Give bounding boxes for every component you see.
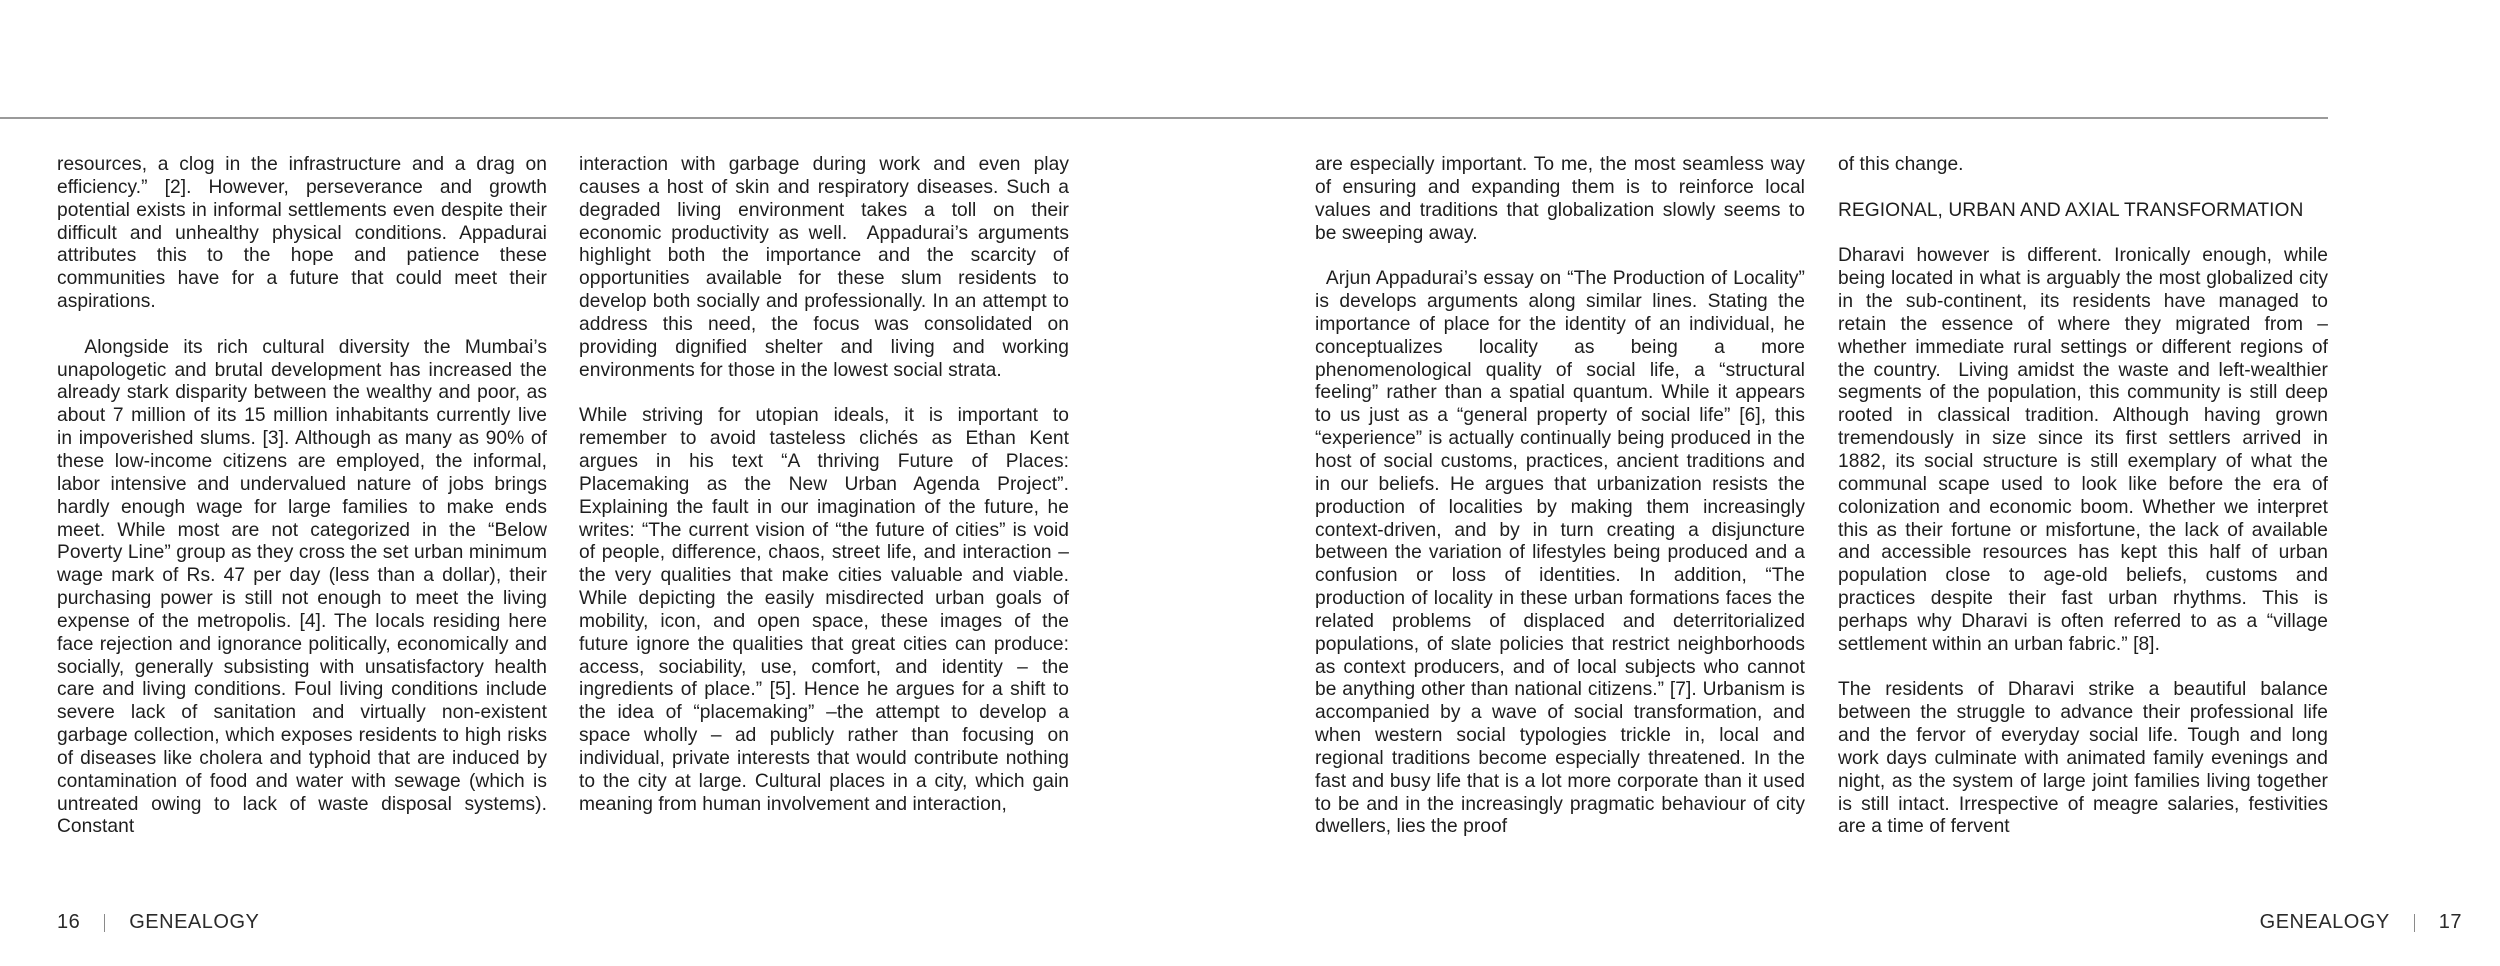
- paragraph: The residents of Dharavi strike a beautiful balance between the struggle to advance their professional life and the fervor of everyday social life. Tough and long work days culminate with animated family evenings and night, as the system of large joint families living together is still intact. Irrespective of meagre salaries, festivities are a time of fervent: [1838, 679, 2328, 838]
- right-page-column-1: [1315, 154, 1805, 862]
- paragraph: Arjun Appadurai’s essay on “The Production of Locality” is develops arguments along similar lines. Stating the importance of place for the identity of an individual, he conceptualizes locality as being a more phenomenological quality of social life, a “structural feeling” rather than a spatial quantum. While it appears to us just as a “general property of social life” [6], this “experience” is actually continually being produced in the host of social customs, practices, ancient traditions and in our beliefs. He argues that urbanization resists the production of localities by making them increasingly context-driven, and by in turn creating a disjuncture between the variation of lifestyles being produced and a confusion or loss of identities. In addition, “The production of locality in these urban formations faces the related problems of displaced and deterritorialized populations, of slate policies that restrict neighborhoods as context producers, and of local subjects who cannot be anything other than national citizens.” [7]. Urbanism is accompanied by a wave of social transformation, and when western social typologies trickle in, local and regional traditions become especially threatened. In the fast and busy life that is a lot more corporate than it used to be and in the increasingly pragmatic behaviour of city dwellers, lies the proof: [1315, 268, 1805, 838]
- page-number: 16: [57, 911, 81, 933]
- footer-divider: [104, 914, 105, 932]
- section-heading: REGIONAL, URBAN AND AXIAL TRANSFORMATION: [1838, 199, 2304, 221]
- paragraph: resources, a clog in the infrastructure and a drag on efficiency.” [2]. However, perseverance and growth potential exists in informal settlements even despite their difficult and unhealthy physical conditions. Appadurai attributes this to the hope and patience these communities have for a future that could meet their aspirations.: [57, 154, 547, 313]
- paragraph: While striving for utopian ideals, it is important to remember to avoid tasteless clichés as Ethan Kent argues in his text “A thriving Future of Places: Placemaking as the New Urban Agenda Project”. Explaining the fault in our imagination of the future, he writes: “The current vision of “the future of cities” is void of people, difference, chaos, street life, and interaction – the very qualities that make cities valuable and viable. While depicting the easily misdirected urban goals of mobility, icon, and open space, these images of the future ignore the qualities that great cities can produce: access, sociability, use, comfort, and identity – the ingredients of place.” [5]. Hence he argues for a shift to the idea of “placemaking” –the attempt to develop a space wholly – ad publicly rather than focusing on individual, private interests that would contribute nothing to the city at large. Cultural places in a city, which gain meaning from human involvement and interaction,: [579, 405, 1069, 815]
- footer-divider: [2414, 914, 2415, 932]
- page-number: 17: [2438, 911, 2462, 933]
- paragraph: Alongside its rich cultural diversity the Mumbai’s unapologetic and brutal development has increased the already stark disparity between the wealthy and poor, as about 7 million of its 15 million inhabitants currently live in impoverished slums. [3]. Although as many as 90% of these low-income citizens are employed, the informal, labor intensive and undervalued nature of jobs brings hardly enough wage for large families to make ends meet. While most are not categorized in the “Below Poverty Line” group as they cross the set urban minimum wage mark of Rs. 47 per day (less than a dollar), their purchasing power is still not enough to meet the living expense of the metropolis. [4]. The locals residing here face rejection and ignorance politically, economically and socially, generally subsisting with unsatisfactory health care and living conditions. Foul living conditions include severe lack of sanitation and virtually non-existent garbage collection, which exposes residents to high risks of diseases like cholera and typhoid that are induced by contamination of food and water with sewage (which is untreated owing to lack of waste disposal systems). Constant: [57, 336, 547, 838]
- paragraph: interaction with garbage during work and even play causes a host of skin and respiratory diseases. Such a degraded living environment takes a toll on their economic productivity as well. Appadurai’s arguments highlight both the importance and the scarcity of opportunities available for these slum residents to develop both socially and professionally. In an attempt to address this need, the focus was consolidated on providing dignified shelter and living and working environments for those in the lowest social strata.: [579, 154, 1069, 381]
- section-label: GENEALOGY: [129, 911, 260, 933]
- left-page-footer: [57, 911, 259, 934]
- right-page-footer: [2260, 911, 2462, 934]
- paragraph: of this change.: [1838, 154, 1964, 175]
- paragraph: are especially important. To me, the most seamless way of ensuring and expanding them is to reinforce local values and traditions that globalization slowly seems to be sweeping away.: [1315, 154, 1805, 244]
- header-rule: [0, 117, 2328, 119]
- section-label: GENEALOGY: [2259, 911, 2390, 933]
- left-page-column-1: [57, 154, 547, 862]
- paragraph: Dharavi however is different. Ironically enough, while being located in what is arguably the most globalized city in the sub-continent, its residents have managed to retain the essence of where they migrated from – whether immediate rural settings or different regions of the country. Living amidst the waste and left-wealthier segments of the population, this community is still deep rooted in classical tradition. Although having grown tremendously in size since its first settlers arrived in 1882, its social structure is still exemplary of what the communal scape used to look like before the era of colonization and economic boom. Whether we interpret this as their fortune or misfortune, the lack of available and accessible resources has kept this half of urban population close to age-old beliefs, customs and practices despite their fast urban rhythms. This is perhaps why Dharavi is often referred to as a “village settlement within an urban fabric.” [8].: [1838, 245, 2328, 655]
- right-page-column-2: [1838, 154, 2328, 862]
- left-page-column-2: [579, 154, 1069, 839]
